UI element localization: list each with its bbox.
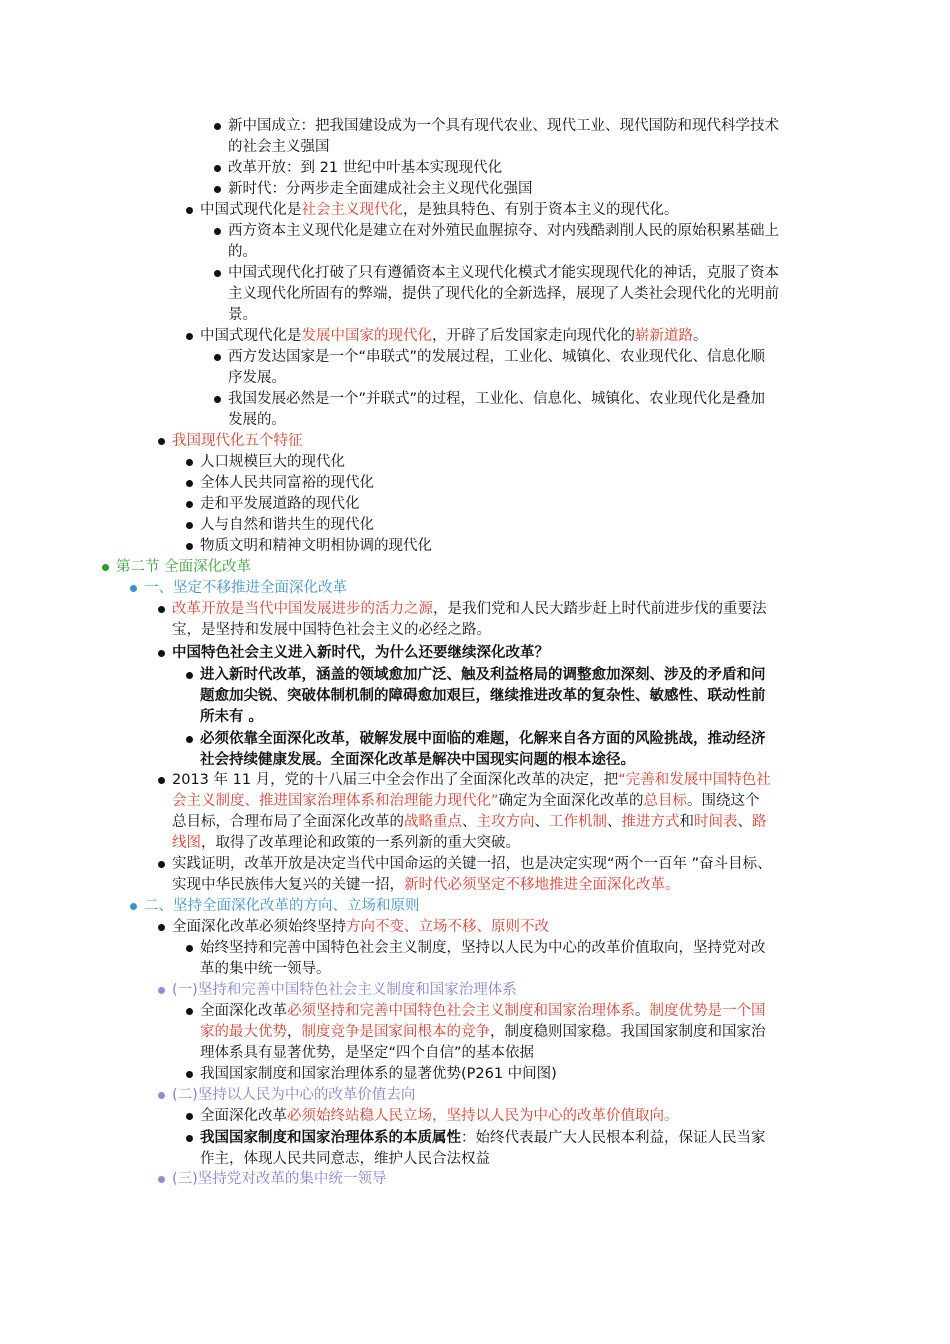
- text-segment: “完善和发展中国特色社: [618, 772, 771, 788]
- text-line: [200, 1043, 534, 1064]
- text-segment: 作主，体现人民共同意志，维护人民合法权益: [200, 1151, 490, 1167]
- text-segment: ，是我们党和人民大踏步赶上时代前进步伐的重要法: [433, 601, 767, 617]
- text-segment: 新时代必须坚定不移地推进全面深化改革。: [404, 877, 680, 893]
- text-line: [172, 770, 771, 791]
- text-segment: 发展的。: [228, 412, 286, 428]
- text-segment: 、: [462, 814, 477, 830]
- text-segment: 的。: [228, 244, 257, 260]
- bullet-icon: [130, 903, 137, 910]
- text-line: [228, 179, 533, 200]
- bullet-icon: [214, 165, 221, 172]
- text-line: [200, 750, 635, 771]
- bullet-icon: [186, 207, 193, 214]
- bullet-icon: [186, 945, 193, 952]
- text-segment: 西方发达国家是一个“串联式”的发展过程，工业化、城镇化、农业现代化、信息化顺: [228, 349, 766, 365]
- text-segment: ：始终代表最广大人民根本利益，保证人民当家: [461, 1130, 766, 1146]
- text-segment: 人与自然和谐共生的现代化: [200, 517, 374, 533]
- bullet-icon: [186, 1008, 193, 1015]
- text-segment: 始终坚持和完善中国特色社会主义制度，坚持以人民为中心的改革价值取向，坚持党对改: [200, 940, 766, 956]
- bullet-icon: [158, 438, 165, 445]
- text-line: [228, 284, 779, 305]
- text-segment: 战略重点: [404, 814, 462, 830]
- bullet-icon: [158, 987, 165, 994]
- text-line: [200, 729, 766, 750]
- text-segment: 的社会主义强国: [228, 139, 330, 155]
- text-segment: ，开辟了后发国家走向现代化的: [432, 328, 635, 344]
- text-segment: 人口规模巨大的现代化: [200, 454, 345, 470]
- bullet-icon: [158, 606, 165, 613]
- text-segment: 全体人民共同富裕的现代化: [200, 475, 374, 491]
- text-segment: 、: [607, 814, 622, 830]
- text-segment: 进入新时代改革，涵盖的领域愈加广泛、触及利益格局的调整愈加深刻、涉及的矛盾和问: [200, 667, 766, 683]
- text-segment: 确定为全面深化改革的: [498, 793, 644, 809]
- text-line: [172, 854, 772, 875]
- text-segment: 总目标，合理布局了全面深化改革的: [172, 814, 404, 830]
- text-segment: 中国式现代化是: [200, 328, 302, 344]
- text-line: [200, 938, 766, 959]
- text-line: [200, 707, 263, 728]
- text-segment: 全面深化改革: [200, 1003, 287, 1019]
- bullet-icon: [214, 396, 221, 403]
- text-segment: 、: [737, 814, 752, 830]
- text-segment: 我国国家制度和国家治理体系的本质属性: [200, 1130, 461, 1146]
- text-segment: ，制度稳则国家稳。我国国家制度和国家治: [490, 1024, 766, 1040]
- bullet-icon: [158, 1176, 165, 1183]
- text-line: [172, 599, 767, 620]
- text-segment: 我国国家制度和国家治理体系的显著优势(P261 中间图): [200, 1066, 557, 1082]
- text-line: [200, 959, 331, 980]
- text-line: [200, 326, 708, 347]
- text-line: [200, 536, 432, 557]
- text-segment: 总目标: [643, 793, 688, 809]
- bullet-icon: [214, 123, 221, 130]
- text-segment: 景。: [228, 307, 257, 323]
- text-line: [172, 833, 520, 854]
- text-segment: 家的最大优势: [200, 1024, 287, 1040]
- text-segment: 一、坚定不移推进全面深化改革: [144, 580, 347, 596]
- text-segment: 制度优势是一个国: [649, 1003, 766, 1019]
- text-segment: 新中国成立：把我国建设成为一个具有现代农业、现代工业、现代国防和现代科学技术: [228, 118, 779, 134]
- text-segment: 改革开放：到 21 世纪中叶基本实现现代化: [228, 160, 503, 176]
- text-segment: 崭新道路: [635, 328, 693, 344]
- text-segment: 主义现代化所固有的弊端，提供了现代化的全新选择，展现了人类社会现代化的光明前: [228, 286, 779, 302]
- text-line: [200, 1106, 679, 1127]
- text-segment: 中国式现代化打破了只有遵循资本主义现代化模式才能实现现代化的神话，克服了资本: [228, 265, 779, 281]
- text-line: [200, 686, 766, 707]
- text-line: [228, 347, 765, 368]
- text-segment: 时间表: [694, 814, 738, 830]
- text-segment: ，: [287, 1024, 302, 1040]
- bullet-icon: [186, 543, 193, 550]
- bullet-icon: [186, 672, 193, 679]
- text-segment: 实现中华民族伟大复兴的关键一招，: [172, 877, 404, 893]
- text-line: [144, 896, 420, 917]
- text-segment: 全面深化改革: [200, 1108, 287, 1124]
- text-line: [200, 494, 360, 515]
- text-line: [172, 791, 760, 812]
- bullet-icon: [214, 186, 221, 193]
- text-segment: 和: [679, 814, 694, 830]
- text-segment: 第二节 全面深化改革: [116, 559, 252, 575]
- text-segment: 线图: [172, 835, 201, 851]
- text-segment: 我国发展必然是一个”并联式”的过程，工业化、信息化、城镇化、农业现代化是叠加: [228, 391, 766, 407]
- text-segment: 必须始终站稳人民立场，坚持以人民为中心的改革价值取向。: [287, 1108, 679, 1124]
- text-line: [172, 812, 767, 833]
- text-segment: 实践证明，改革开放是决定当代中国命运的关键一招，也是决定实现“两个一百年 ”奋斗目标、: [172, 856, 772, 872]
- bullet-icon: [214, 354, 221, 361]
- text-segment: 社会主义现代化: [301, 202, 403, 218]
- text-segment: 、: [534, 814, 549, 830]
- text-segment: 。: [635, 1003, 650, 1019]
- text-segment: 序发展。: [228, 370, 286, 386]
- text-line: [200, 1022, 766, 1043]
- text-segment: 中国特色社会主义进入新时代，为什么还要继续深化改革？: [172, 645, 549, 661]
- text-line: [200, 1149, 490, 1170]
- text-segment: 推进方式: [621, 814, 680, 830]
- bullet-icon: [214, 270, 221, 277]
- bullet-icon: [158, 861, 165, 868]
- text-line: [228, 263, 779, 284]
- text-segment: 。围绕这个: [687, 793, 760, 809]
- text-line: [200, 515, 374, 536]
- text-line: [172, 1085, 415, 1106]
- text-segment: ，是独具特色、有别于资本主义的现代化。: [403, 202, 679, 218]
- text-line: [172, 875, 680, 896]
- bullet-icon: [102, 564, 109, 571]
- text-segment: 我国现代化五个特征: [172, 433, 303, 449]
- text-segment: 宝，是坚持和发展中国特色社会主义的必经之路。: [172, 622, 491, 638]
- text-segment: 方向不变、立场不移、原则不改: [346, 919, 549, 935]
- bullet-icon: [186, 522, 193, 529]
- text-line: [172, 1169, 386, 1190]
- text-segment: 物质文明和精神文明相协调的现代化: [200, 538, 432, 554]
- text-segment: 理体系具有显著优势，是坚定“四个自信”的基本依据: [200, 1045, 535, 1061]
- bullet-icon: [186, 501, 193, 508]
- bullet-icon: [130, 585, 137, 592]
- bullet-icon: [158, 650, 165, 657]
- text-line: [228, 221, 779, 242]
- text-segment: 会主义制度、推进国家治理体系和治理能力现代化”: [172, 793, 499, 809]
- text-segment: 必须坚持和完善中国特色社会主义制度和国家治理体系: [287, 1003, 635, 1019]
- text-segment: 主攻方向: [476, 814, 535, 830]
- text-line: [228, 368, 286, 389]
- text-segment: 路: [752, 814, 767, 830]
- bullet-icon: [186, 1113, 193, 1120]
- text-line: [116, 557, 251, 578]
- bullet-icon: [186, 1135, 193, 1142]
- text-line: [200, 665, 766, 686]
- text-line: [200, 452, 345, 473]
- text-segment: 。: [693, 328, 708, 344]
- text-segment: 2013 年 11 月，党的十八届三中全会作出了全面深化改革的决定，把: [172, 772, 619, 788]
- text-line: [228, 305, 257, 326]
- text-segment: (一)坚持和完善中国特色社会主义制度和国家治理体系: [172, 982, 517, 998]
- text-line: [200, 1128, 766, 1149]
- text-segment: 改革开放是当代中国发展进步的活力之源: [172, 601, 433, 617]
- bullet-icon: [186, 459, 193, 466]
- text-line: [228, 242, 257, 263]
- bullet-icon: [186, 736, 193, 743]
- text-line: [228, 116, 779, 137]
- text-line: [172, 980, 517, 1001]
- text-segment: 所未有 。: [200, 709, 264, 725]
- bullet-icon: [158, 924, 165, 931]
- text-line: [172, 917, 549, 938]
- text-line: [172, 643, 549, 664]
- text-segment: 走和平发展道路的现代化: [200, 496, 360, 512]
- text-line: [228, 389, 765, 410]
- text-line: [144, 578, 347, 599]
- text-segment: 发展中国家的现代化: [301, 328, 432, 344]
- text-line: [200, 473, 374, 494]
- text-segment: 二、坚持全面深化改革的方向、立场和原则: [144, 898, 420, 914]
- text-segment: ，取得了改革理论和政策的一系列新的重大突破。: [201, 835, 520, 851]
- text-line: [200, 200, 679, 221]
- text-segment: 必须依靠全面深化改革，破解发展中面临的难题，化解来自各方面的风险挑战，推动经济: [200, 731, 766, 747]
- bullet-icon: [186, 1071, 193, 1078]
- bullet-icon: [158, 1092, 165, 1099]
- bullet-icon: [214, 228, 221, 235]
- text-segment: 全面深化改革必须始终坚持: [172, 919, 346, 935]
- text-line: [200, 1001, 766, 1022]
- text-segment: 工作机制: [549, 814, 607, 830]
- bullet-icon: [186, 333, 193, 340]
- text-segment: (二)坚持以人民为中心的改革价值去向: [172, 1087, 416, 1103]
- text-segment: 革的集中统一领导。: [200, 961, 331, 977]
- bullet-icon: [186, 480, 193, 487]
- text-segment: 题愈加尖锐、突破体制机制的障碍愈加艰巨，继续推进改革的复杂性、敏感性、联动性前: [200, 688, 766, 704]
- text-line: [200, 1064, 557, 1085]
- text-segment: 新时代：分两步走全面建成社会主义现代化强国: [228, 181, 533, 197]
- text-line: [228, 137, 330, 158]
- text-segment: 中国式现代化是: [200, 202, 302, 218]
- text-segment: 制度竞争是国家间根本的竞争: [301, 1024, 490, 1040]
- text-line: [228, 158, 502, 179]
- text-line: [172, 620, 491, 641]
- text-line: [172, 431, 303, 452]
- text-segment: (三)坚持党对改革的集中统一领导: [172, 1171, 387, 1187]
- bullet-icon: [158, 777, 165, 784]
- text-line: [228, 410, 286, 431]
- text-segment: 社会持续健康发展。全面深化改革是解决中国现实问题的根本途径。: [200, 752, 635, 768]
- text-segment: 西方资本主义现代化是建立在对外殖民血腥掠夺、对内残酷剥削人民的原始积累基础上: [228, 223, 779, 239]
